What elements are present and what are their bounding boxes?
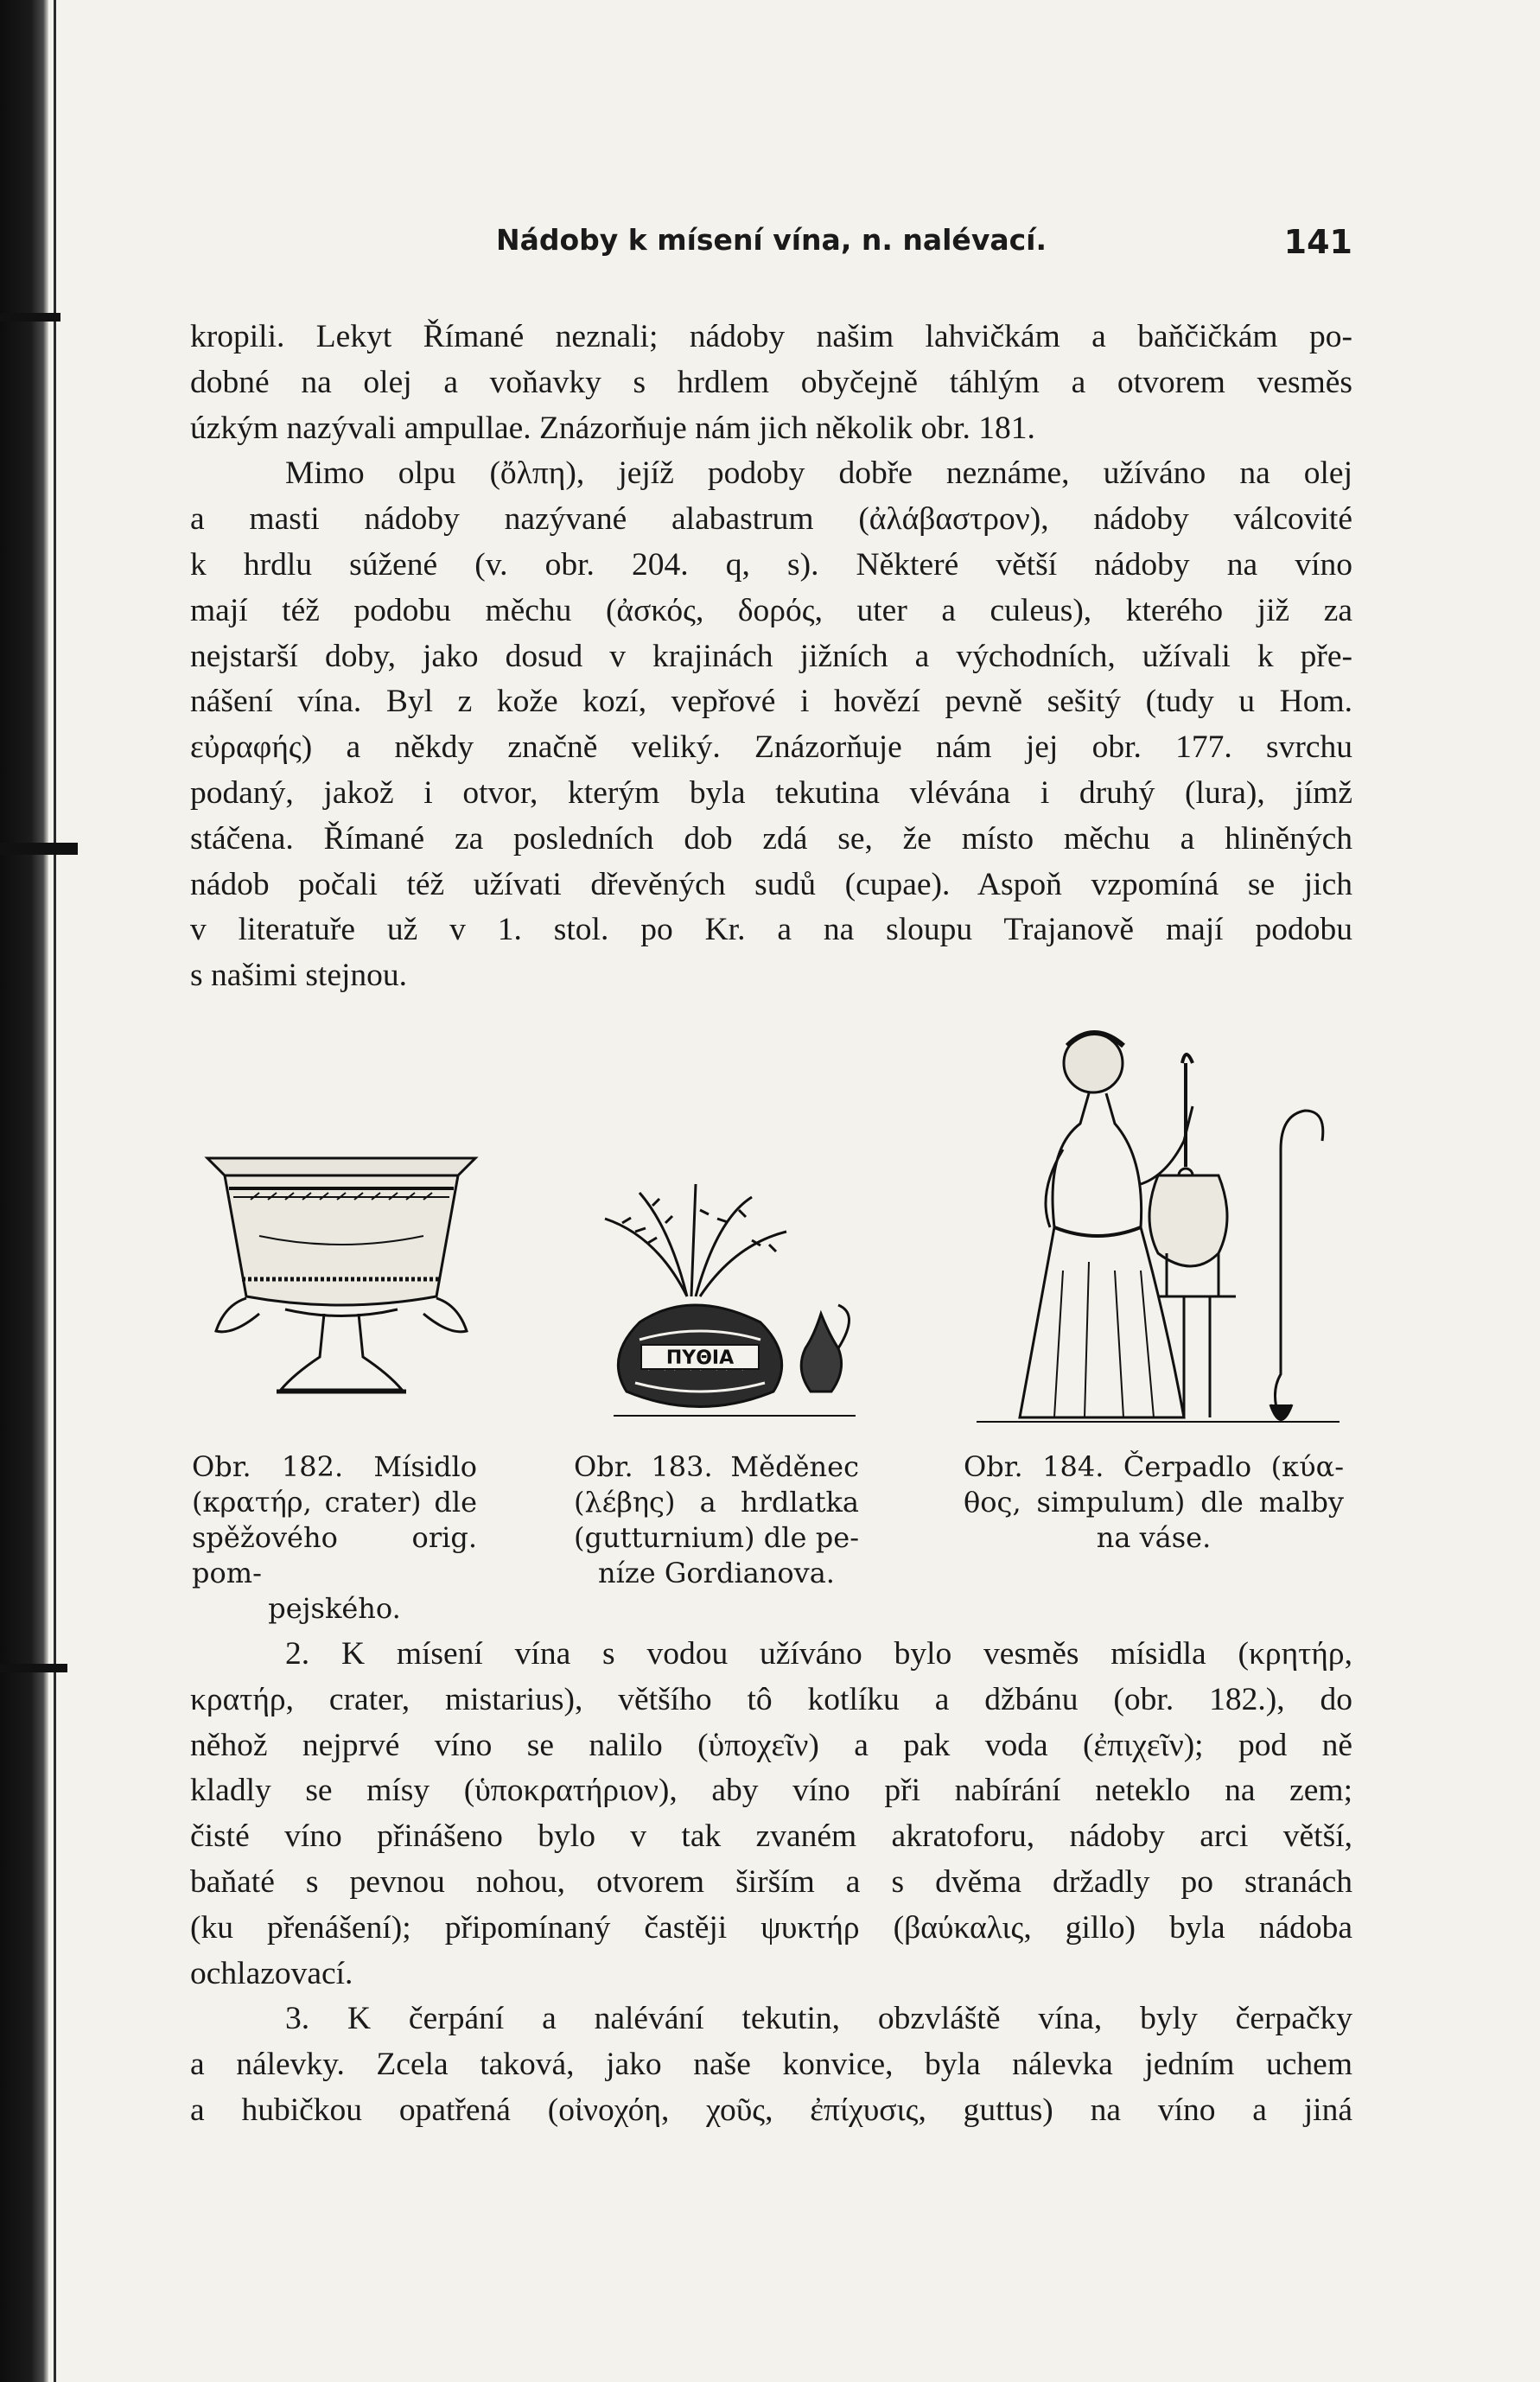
text-line: a hubičkou opatřená (οἰνοχόη, χοῦς, ἐπίχυσις, guttus) na víno a jiná	[190, 2092, 1352, 2128]
page-number: 141	[1283, 223, 1352, 261]
caption-line: pejského.	[268, 1592, 401, 1625]
text-line: k hrdlu súžené (v. obr. 204. q, s). Některé větší nádoby na víno	[190, 546, 1352, 583]
caption-line: (κρατήρ, crater) dle	[192, 1486, 477, 1519]
figure-182-caption	[192, 1449, 477, 1627]
text-line: ochlazovací.	[190, 1955, 353, 1991]
text-line: εὐραφής) a někdy značně veliký. Znázorňuje nám jej obr. 177. svrchu	[190, 729, 1352, 766]
book-binding-edge	[0, 0, 48, 2382]
caption-line: θος, simpulum) dle malby	[964, 1486, 1344, 1519]
text-line: kropili. Lekyt Římané neznali; nádoby našim lahvičkám a baňčičkám po-	[190, 319, 1352, 354]
text-line: a masti nádoby nazývané alabastrum (ἀλάβαστρον), nádoby válcovité	[190, 501, 1352, 538]
binding-mark	[0, 1664, 67, 1672]
caption-line: níze Gordianova.	[598, 1557, 835, 1589]
text-line: kladly se mísy (ὑποκρατήριον), aby víno při nabírání neteklo na zem;	[190, 1773, 1352, 1809]
text-line: 3. K čerpání a nalévání tekutin, obzvláště vína, byly čerpačky	[285, 2001, 1352, 2037]
caption-line: Obr. 183. Měděnec	[574, 1450, 859, 1483]
cauldron-coin-illustration	[588, 1184, 873, 1452]
caption-line: (gutturnium) dle pe-	[574, 1521, 859, 1554]
caption-line: Obr. 184. Čerpadlo (κύα-	[964, 1450, 1344, 1483]
text-line: a nálevky. Zcela taková, jako naše konvice, byla nálevka jedním uchem	[190, 2047, 1352, 2083]
caption-line: spěžového orig. pom-	[192, 1521, 477, 1589]
caption-line: Obr. 182. Mísidlo	[192, 1450, 477, 1483]
page-header	[190, 223, 1352, 266]
figure-183-caption	[574, 1449, 859, 1591]
text-line: v literatuře už v 1. stol. po Kr. a na sloupu Trajanově mají podobu	[190, 912, 1352, 948]
crater-illustration	[199, 1150, 484, 1426]
text-line: Mimo olpu (ὄλπη), jejíž podoby dobře neznáme, užíváno na olej	[285, 455, 1352, 492]
text-line: mají též podobu měchu (ἀσκός, δορός, uter a culeus), kterého již za	[190, 592, 1352, 628]
text-line: κρατήρ, crater, mistarius), většího tô kotlíku a džbánu (obr. 182.), do	[190, 1681, 1352, 1717]
body-text-bottom	[190, 1632, 1352, 2134]
text-line: nádob počali též užívati dřevěných sudů (cupae). Aspoň vzpomíná se jich	[190, 866, 1352, 902]
simpulum-painting-illustration	[959, 1011, 1357, 1443]
text-line: čisté víno přinášeno bylo v tak zvaném akratoforu, nádoby arci větší,	[190, 1818, 1352, 1855]
text-line: něhož nejprvé víno se nalilo (ὑποχεῖν) a pak voda (ἐπιχεῖν); pod ně	[190, 1727, 1352, 1763]
caption-line: na váse.	[1096, 1521, 1212, 1554]
text-line: podaný, jakož i otvor, kterým byla tekutina vlévána i druhý (lura), jímž	[190, 774, 1352, 811]
text-line: s našimi stejnou.	[190, 958, 408, 994]
text-line: stáčena. Římané za posledních dob zdá se, že místo měchu a hliněných	[190, 820, 1352, 857]
body-text-top	[190, 315, 1352, 999]
coin-label: ΠΥΘΙΑ	[665, 1347, 735, 1369]
binding-rule	[54, 0, 56, 2382]
binding-mark	[0, 843, 78, 855]
text-line: (ku přenášení); připomínaný častěji ψυκτήρ (βαύκαλις, gillo) byla nádoba	[190, 1909, 1352, 1946]
caption-line: (λέβης) a hrdlatka	[574, 1486, 859, 1519]
figure-row	[181, 1011, 1365, 1625]
text-line: nejstarší doby, jako dosud v krajinách jižních a východních, užívali k pře-	[190, 638, 1352, 674]
binding-mark	[0, 313, 60, 322]
text-line: baňaté s pevnou nohou, otvorem širším a s dvěma držadly po stranách	[190, 1863, 1352, 1900]
running-head: Nádoby k mísení vína, n. nalévací.	[495, 223, 1047, 257]
text-line: nášení vína. Byl z kože kozí, vepřové i hovězí pevně sešitý (tudy u Hom.	[190, 684, 1352, 720]
text-line: úzkým nazývali ampullae. Znázorňuje nám jich několik obr. 181.	[190, 410, 1035, 446]
text-line: dobné na olej a voňavky s hrdlem obyčejně táhlým a otvorem vesměs	[190, 364, 1352, 400]
text-line: 2. K mísení vína s vodou užíváno bylo vesměs mísidla (κρητήρ,	[285, 1636, 1352, 1672]
figure-184-caption	[964, 1449, 1344, 1556]
